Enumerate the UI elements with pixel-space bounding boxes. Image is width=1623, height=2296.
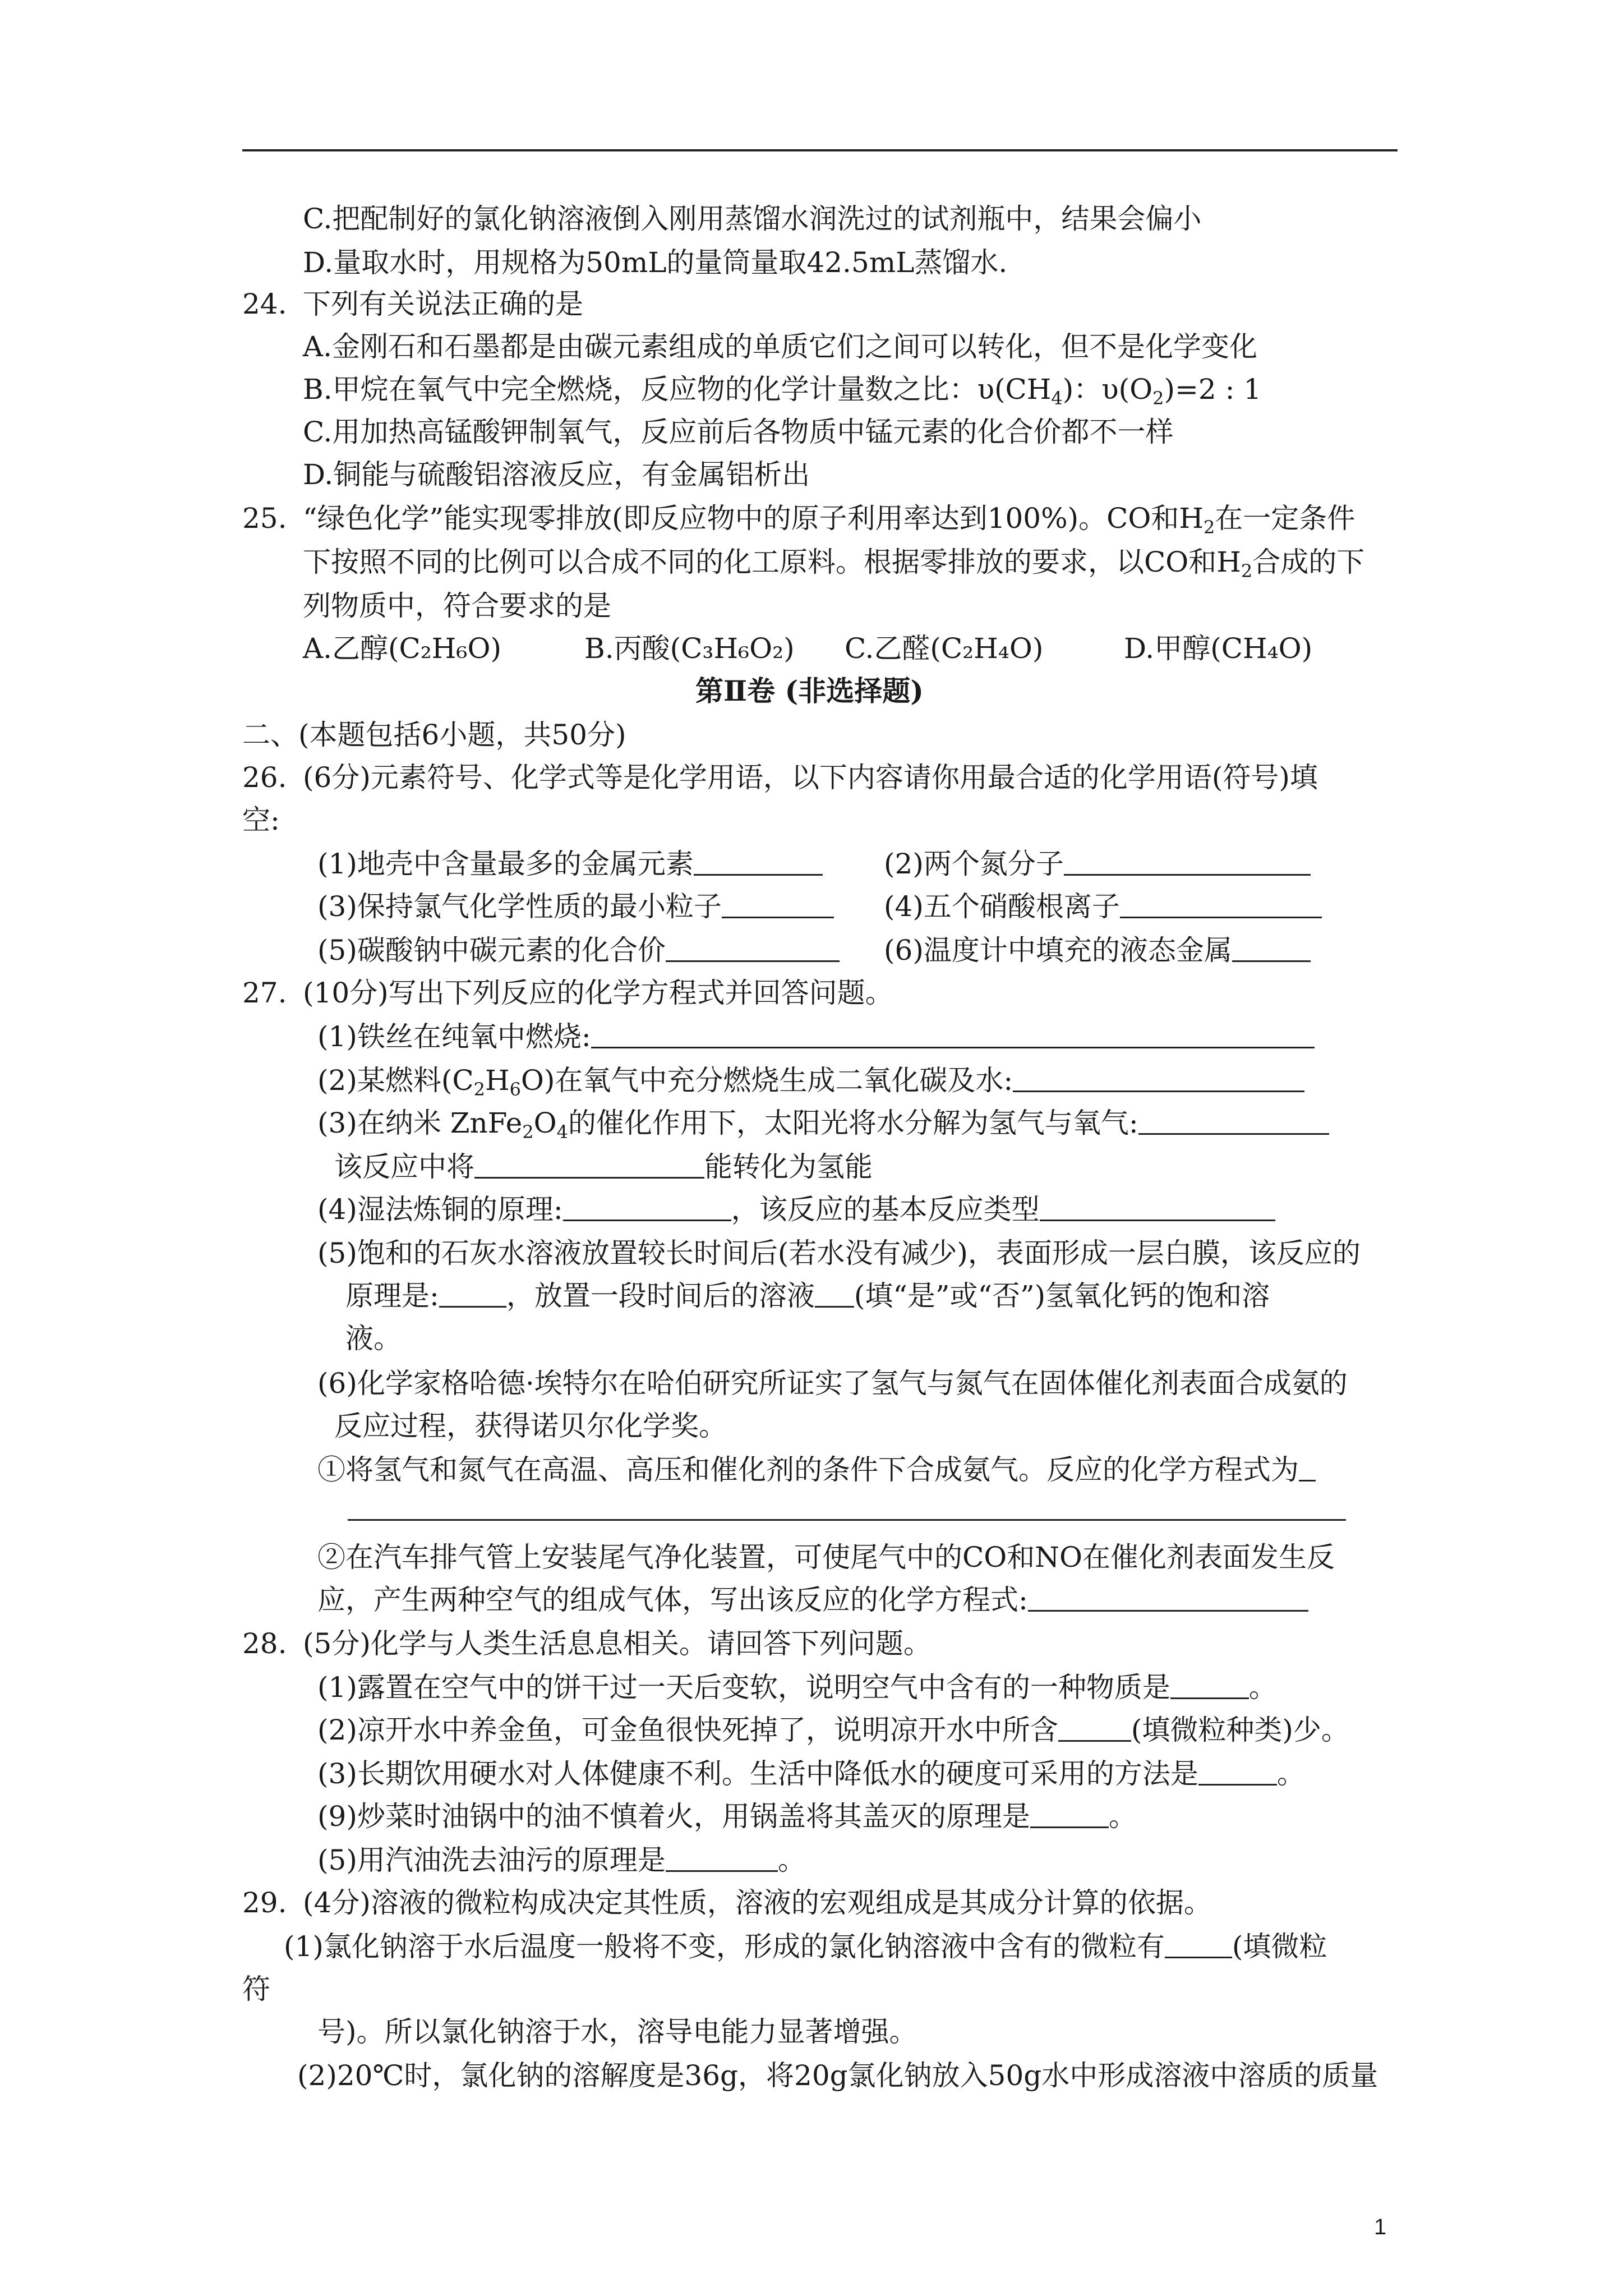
q24-number: 24. <box>242 288 287 320</box>
answer-blank[interactable] <box>474 1152 704 1179</box>
q27-item-6b: 反应过程，获得诺贝尔化学奖。 <box>334 1410 727 1442</box>
answer-blank[interactable] <box>1198 1759 1277 1786</box>
section-title: 第Ⅱ卷 (非选择题) <box>695 674 924 707</box>
answer-blank[interactable] <box>1028 1585 1308 1612</box>
q26-stem: (6分)元素符号、化学式等是化学用语，以下内容请你用最合适的化学用语(符号)填 <box>303 761 1318 794</box>
answer-blank[interactable] <box>1064 849 1311 876</box>
answer-blank[interactable] <box>1165 1932 1232 1958</box>
section-intro: 二、(本题包括6小题，共50分) <box>242 719 626 751</box>
q24-option-a: A.金刚石和石墨都是由碳元素组成的单质它们之间可以转化，但不是化学变化 <box>303 330 1258 363</box>
header-rule <box>242 149 1398 151</box>
q28-stem: (5分)化学与人类生活息息相关。请回答下列问题。 <box>303 1627 932 1660</box>
q24-stem: 下列有关说法正确的是 <box>303 288 583 320</box>
answer-blank[interactable] <box>1040 1195 1275 1221</box>
q27-item-5a: (5)饱和的石灰水溶液放置较长时间后(若水没有减少)，表面形成一层白膜，该反应的 <box>317 1237 1361 1269</box>
page-number: 1 <box>1374 2215 1387 2239</box>
q27-number: 27. <box>242 977 287 1009</box>
q27-item-5c: 液。 <box>345 1322 402 1355</box>
q24-option-c: C.用加热高锰酸钾制氧气，反应前后各物质中锰元素的化合价都不一样 <box>303 416 1174 448</box>
q27-item-1: (1)铁丝在纯氧中燃烧: <box>317 1020 1315 1055</box>
q23-option-d: D.量取水时，用规格为50mL的量筒量取42.5mL蒸馏水. <box>303 246 1008 279</box>
answer-blank[interactable] <box>722 892 834 918</box>
answer-blank[interactable] <box>1138 1108 1329 1135</box>
q27-item-3b: 该反应中将 能转化为氢能 <box>334 1151 873 1183</box>
q25-option-c: C.乙醛(C₂H₄O) <box>845 632 1044 665</box>
q26-item-4: (4)五个硝酸根离子 <box>884 890 1322 924</box>
q29-item-2: (2)20℃时，氯化钠的溶解度是36g，将20g氯化钠放入50g水中形成溶液中溶质的质量 <box>297 2059 1378 2092</box>
q25-option-d: D.甲醇(CH₄O) <box>1124 632 1313 665</box>
q25-stem-line1: “绿色化学”能实现零排放(即反应物中的原子利用率达到100%)。CO和$H_2$在一定条件 <box>303 502 1355 538</box>
q27-item-6a: (6)化学家格哈德·埃特尔在哈伯研究所证实了氢气与氮气在固体催化剂表面合成氨的 <box>317 1367 1348 1400</box>
q27-stem: (10分)写出下列反应的化学方程式并回答问题。 <box>303 977 893 1009</box>
q26-item-1: (1)地壳中含量最多的金属元素 <box>317 847 823 882</box>
answer-blank[interactable] <box>591 1022 1315 1048</box>
answer-blank[interactable] <box>439 1281 506 1308</box>
q27-item-2: (2)某燃料$(C_2H_6O)$在氧气中充分燃烧生成二氧化碳及水: <box>317 1064 1304 1098</box>
q28-item-3: (3)长期饮用硬水对人体健康不利。生活中降低水的硬度可采用的方法是 。 <box>317 1757 1305 1790</box>
q29-item-1a: (1)氯化钠溶于水后温度一般将不变，形成的氯化钠溶液中含有的微粒有 (填微粒 <box>284 1930 1327 1963</box>
q28-item-5: (5)用汽油洗去油污的原理是 。 <box>317 1844 806 1876</box>
q28-number: 28. <box>242 1627 287 1660</box>
q27-item-6e: 应，产生两种空气的组成气体，写出该反应的化学方程式: <box>317 1583 1308 1618</box>
q25-option-b: B.丙酸(C₃H₆O₂) <box>584 632 795 665</box>
answer-blank[interactable] <box>666 1846 778 1872</box>
q27-item-6c: ①将氢气和氮气在高温、高压和催化剂的条件下合成氨气。反应的化学方程式为 <box>317 1453 1316 1488</box>
q29-stem: (4分)溶液的微粒构成决定其性质，溶液的宏观组成是其成分计算的依据。 <box>303 1887 1212 1919</box>
answer-blank[interactable] <box>1030 1802 1109 1828</box>
q29-item-1c: 号)。所以氯化钠溶于水，溶导电能力显著增强。 <box>317 2016 917 2048</box>
q26-number: 26. <box>242 761 287 794</box>
q24-option-b: B.甲烷在氧气中完全燃烧，反应物的化学计量数之比：$\upsilon(CH_4)$：$\upsilon(O_2)=2$ : 1 <box>303 373 1262 409</box>
q29-number: 29. <box>242 1887 287 1919</box>
answer-blank[interactable] <box>1299 1455 1316 1481</box>
q26-item-2: (2)两个氮分子 <box>884 847 1311 882</box>
q25-stem-line3: 列物质中，符合要求的是 <box>303 590 611 622</box>
q27-item-4: (4)湿法炼铜的原理: ，该反应的基本反应类型 <box>317 1193 1275 1227</box>
q28-item-1: (1)露置在空气中的饼干过一天后变软，说明空气中含有的一种物质是 。 <box>317 1671 1277 1704</box>
q28-item-4: (9)炒菜时油锅中的油不慎着火，用锅盖将其盖灭的原理是 。 <box>317 1800 1137 1833</box>
answer-blank[interactable] <box>1120 892 1322 918</box>
q26-item-6: (6)温度计中填充的液态金属 <box>884 933 1311 968</box>
answer-blank[interactable] <box>1232 936 1311 962</box>
answer-blank[interactable] <box>666 936 840 962</box>
q27-item-5b: 原理是: ，放置一段时间后的溶液 (填“是”或“否”)氢氧化钙的饱和溶 <box>345 1280 1270 1312</box>
answer-line[interactable] <box>348 1519 1346 1521</box>
q23-option-c: C.把配制好的氯化钠溶液倒入刚用蒸馏水润洗过的试剂瓶中，结果会偏小 <box>303 203 1202 235</box>
q24-option-d: D.铜能与硫酸铝溶液反应，有金属铝析出 <box>303 458 810 491</box>
q28-item-2: (2)凉开水中养金鱼，可金鱼很快死掉了，说明凉开水中所含 (填微粒种类)少。 <box>317 1714 1349 1746</box>
q26-stem-cont: 空: <box>242 804 280 836</box>
q26-item-3: (3)保持氯气化学性质的最小粒子 <box>317 890 834 924</box>
q26-item-5: (5)碳酸钠中碳元素的化合价 <box>317 933 840 968</box>
q25-number: 25. <box>242 502 287 535</box>
q25-stem-line2: 下按照不同的比例可以合成不同的化工原料。根据零排放的要求，以CO和$H_2$合成的下 <box>303 546 1365 582</box>
answer-blank[interactable] <box>1013 1066 1304 1092</box>
q25-option-a: A.乙醇(C₂H₆O) <box>303 632 501 665</box>
q27-item-3: (3)在纳米 $ZnFe_2O_4$的催化作用下，太阳光将水分解为氢气与氧气: <box>317 1106 1329 1141</box>
answer-blank[interactable] <box>815 1281 854 1308</box>
answer-blank[interactable] <box>694 849 823 876</box>
q29-item-1b: 符 <box>242 1973 270 2005</box>
answer-blank[interactable] <box>1058 1715 1131 1742</box>
answer-blank[interactable] <box>1170 1673 1249 1699</box>
q27-item-6d: ②在汽车排气管上安装尾气净化装置，可使尾气中的CO和NO在催化剂表面发生反 <box>317 1541 1335 1573</box>
answer-blank[interactable] <box>563 1195 731 1221</box>
